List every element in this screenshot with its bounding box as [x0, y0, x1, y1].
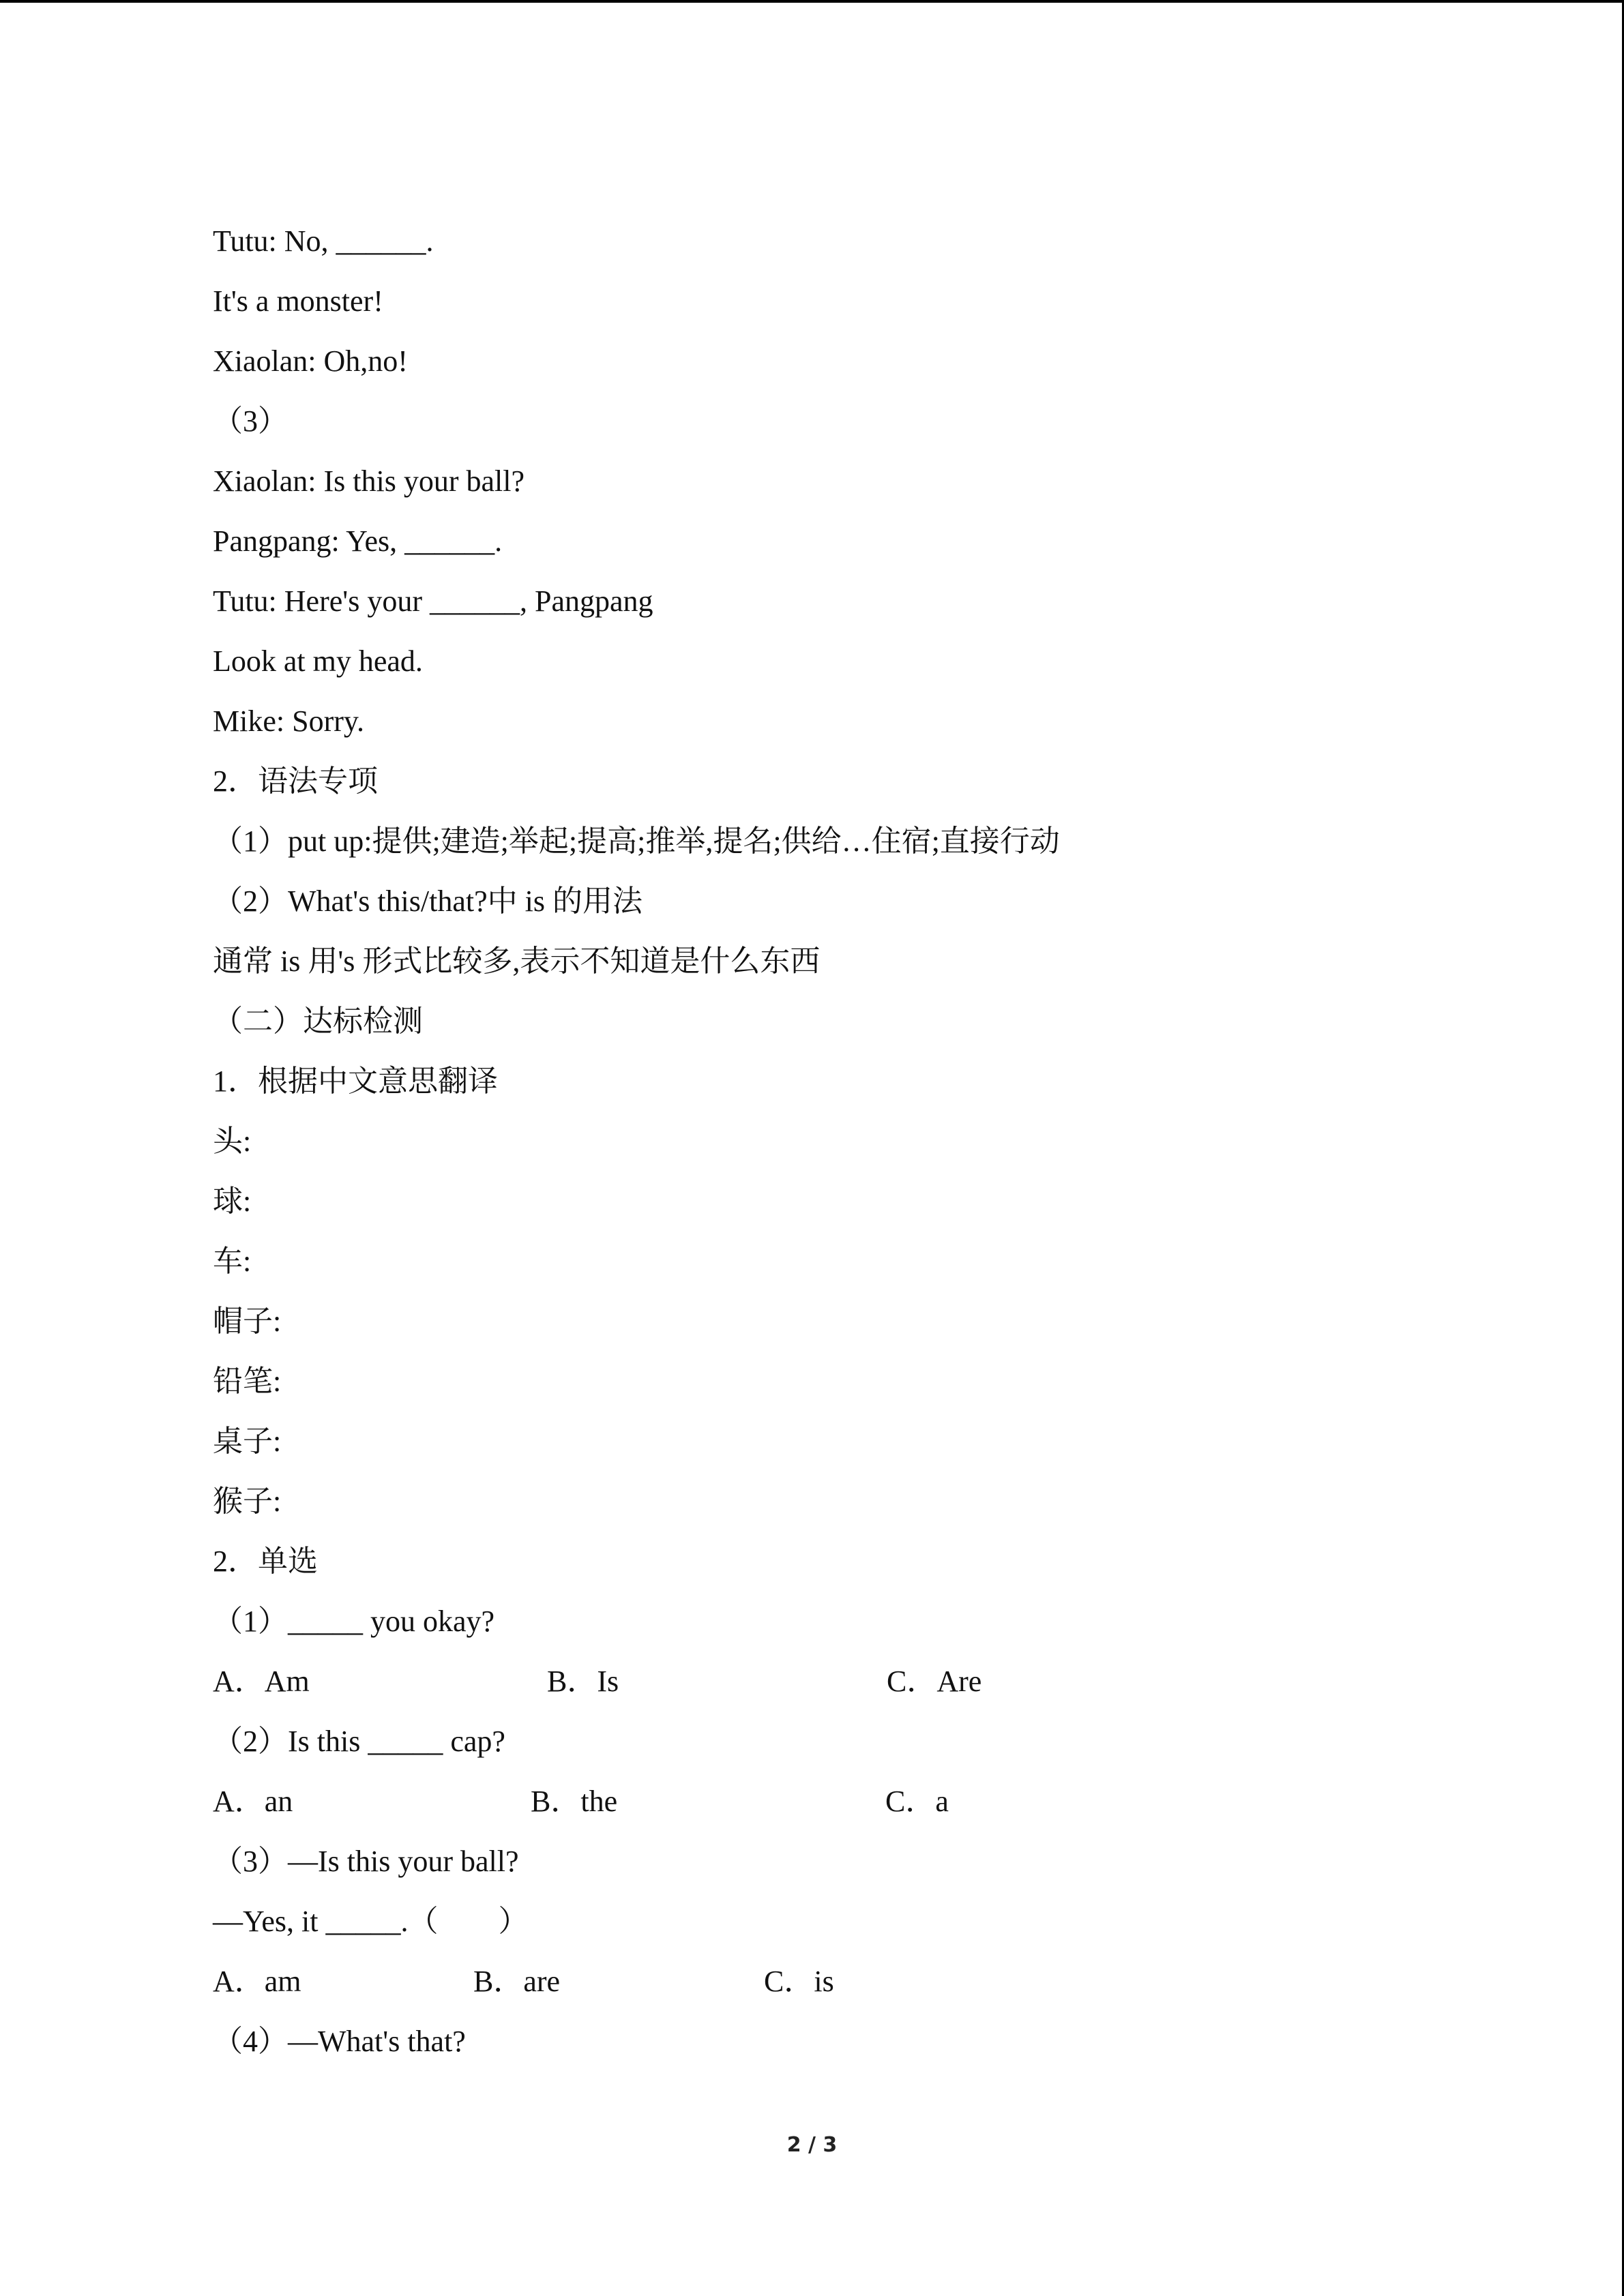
question-3: （3）—Is this your ball? — [213, 1845, 519, 1878]
question-1: （1）_____ you okay? — [213, 1605, 495, 1638]
dialogue-line: Pangpang: Yes, ______. — [213, 524, 503, 558]
option-a: A．am — [213, 1965, 301, 1998]
question-2: （2）Is this _____ cap? — [213, 1725, 505, 1758]
dialogue-line: Tutu: No, ______. — [213, 224, 434, 258]
translation-item: 头: — [213, 1124, 252, 1158]
option-a: A．Am — [213, 1665, 310, 1698]
dialogue-line: Tutu: Here's your ______, Pangpang — [213, 584, 653, 618]
option-b: B．Is — [547, 1665, 619, 1698]
question-2-options — [213, 1772, 1509, 1832]
section-heading: 2．语法专项 — [213, 764, 378, 798]
grammar-note: 通常 is 用's 形式比较多,表示不知道是什么东西 — [213, 944, 821, 978]
dialogue-line: Xiaolan: Is this your ball? — [213, 464, 525, 498]
option-c: C．is — [764, 1965, 834, 1998]
section-heading: （二）达标检测 — [213, 1004, 423, 1038]
translation-item: 铅笔: — [213, 1365, 282, 1398]
translation-item: 球: — [213, 1184, 252, 1218]
dialogue-line: Xiaolan: Oh,no! — [213, 344, 408, 378]
top-border — [0, 0, 1624, 3]
option-b: B．are — [473, 1965, 561, 1998]
document-body — [213, 211, 1509, 2072]
question-3-options — [213, 1952, 1509, 2012]
exercise-heading: 2．单选 — [213, 1545, 318, 1578]
question-4: （4）—What's that? — [213, 2025, 466, 2058]
dialogue-line: Look at my head. — [213, 644, 423, 678]
grammar-item: （1）put up:提供;建造;举起;提高;推举,提名;供给…住宿;直接行动 — [213, 824, 1060, 858]
option-b: B．the — [531, 1785, 618, 1818]
translation-item: 桌子: — [213, 1425, 282, 1458]
question-1-options — [213, 1652, 1509, 1712]
option-c: C．Are — [887, 1665, 982, 1698]
dialogue-line: Mike: Sorry. — [213, 704, 365, 738]
section-number: （3） — [213, 404, 288, 438]
grammar-item: （2）What's this/that?中 is 的用法 — [213, 884, 643, 918]
question-3-answer: —Yes, it _____.（ ） — [213, 1905, 529, 1938]
translation-item: 猴子: — [213, 1485, 282, 1518]
exercise-heading: 1．根据中文意思翻译 — [213, 1064, 498, 1098]
page-number: 2 / 3 — [786, 2133, 838, 2157]
translation-item: 车: — [213, 1244, 252, 1278]
option-a: A．an — [213, 1785, 293, 1818]
dialogue-line: It's a monster! — [213, 284, 383, 318]
option-c: C．a — [885, 1785, 949, 1818]
translation-item: 帽子: — [213, 1304, 282, 1338]
